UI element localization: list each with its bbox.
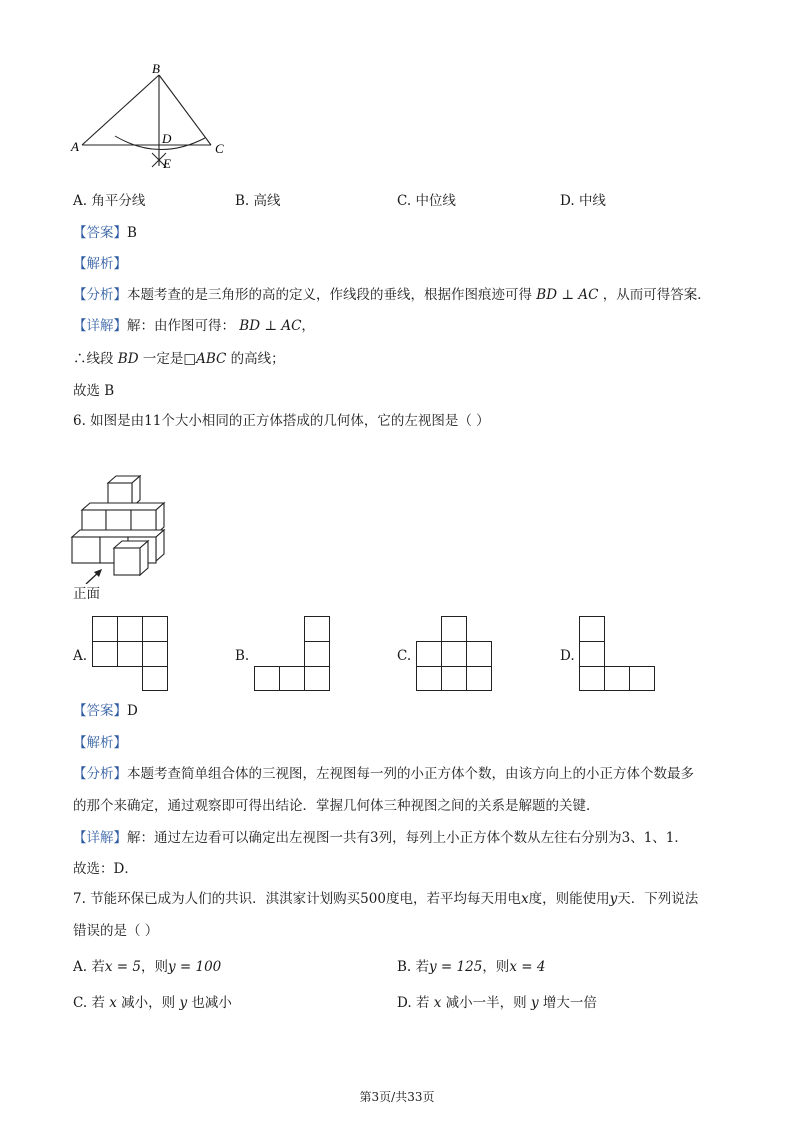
label-D: D — [162, 131, 172, 146]
q7-stem-line1: 7. 节能环保已成为人们的共识．淇淇家计划购买500度电，若平均每天用电x度，则能使用y天．下列说法 — [73, 891, 699, 907]
cube-stack-figure — [66, 474, 176, 584]
label-B: B — [152, 61, 160, 76]
q6-option-b-grid[interactable] — [254, 616, 332, 692]
q6-option-c-letter[interactable]: C. — [397, 648, 412, 664]
q6-fenxi-line2: 的那个来确定，通过观察即可得出结论．掌握几何体三种视图之间的关系是解题的关键． — [73, 798, 600, 814]
q6-option-c-grid[interactable] — [416, 616, 494, 692]
triangle-construction-figure — [60, 58, 240, 178]
q6-fenxi-line1: 【分析】本题考查简单组合体的三视图，左视图每一列的小正方体个数，由该方向上的小正方体个数最多 — [73, 766, 694, 782]
q5-conclusion: ∴线段 BD 一定是□ABC 的高线； — [73, 351, 285, 367]
q7-option-a[interactable]: A. 若x = 5，则y = 100 — [73, 959, 222, 975]
q6-analysis-tag: 【解析】 — [73, 735, 127, 751]
front-label: 正面 — [73, 586, 100, 602]
q6-stem: 6. 如图是由11个大小相同的正方体搭成的几何体，它的左视图是（ ） — [73, 413, 490, 429]
q6-option-a-grid[interactable] — [92, 616, 170, 692]
q5-fenxi: 【分析】本题考查的是三角形的高的定义，作线段的垂线，根据作图痕迹可得 BD ⊥ AC ，从而可得答案． — [73, 287, 711, 303]
q5-option-b[interactable]: B. 高线 — [235, 193, 281, 209]
q6-answer: 【答案】D — [73, 703, 138, 719]
q6-option-a-letter[interactable]: A. — [73, 648, 88, 664]
q5-answer: 【答案】B — [73, 225, 137, 241]
q7-option-b[interactable]: B. 若y = 125，则x = 4 — [397, 959, 546, 975]
q5-analysis-tag: 【解析】 — [73, 256, 127, 272]
q5-choose: 故选 B — [73, 383, 115, 399]
label-E: E — [163, 156, 171, 171]
q6-choose: 故选：D． — [73, 861, 138, 877]
q6-xiangjie: 【详解】解：通过左边看可以确定出左视图一共有3列，每列上小正方体个数从左往右分别为3、1、1． — [73, 830, 688, 846]
q5-xiangjie: 【详解】解：由作图可得： BD ⊥ AC， — [73, 318, 315, 334]
q6-option-d-letter[interactable]: D. — [560, 648, 575, 664]
q5-option-a[interactable]: A. 角平分线 — [73, 193, 146, 209]
q7-option-c[interactable]: C. 若 x 减小，则 y 也减小 — [73, 995, 232, 1011]
label-C: C — [215, 141, 224, 156]
label-A: A — [71, 139, 79, 154]
q7-stem-line2: 错误的是（ ） — [73, 923, 159, 939]
page-footer: 第3页/共33页 — [359, 1090, 435, 1104]
q5-option-d[interactable]: D. 中线 — [560, 193, 606, 209]
q7-option-d[interactable]: D. 若 x 减小一半，则 y 增大一倍 — [397, 995, 597, 1011]
q6-option-b-letter[interactable]: B. — [235, 648, 250, 664]
q5-option-c[interactable]: C. 中位线 — [397, 193, 456, 209]
q6-option-d-grid[interactable] — [579, 616, 657, 692]
